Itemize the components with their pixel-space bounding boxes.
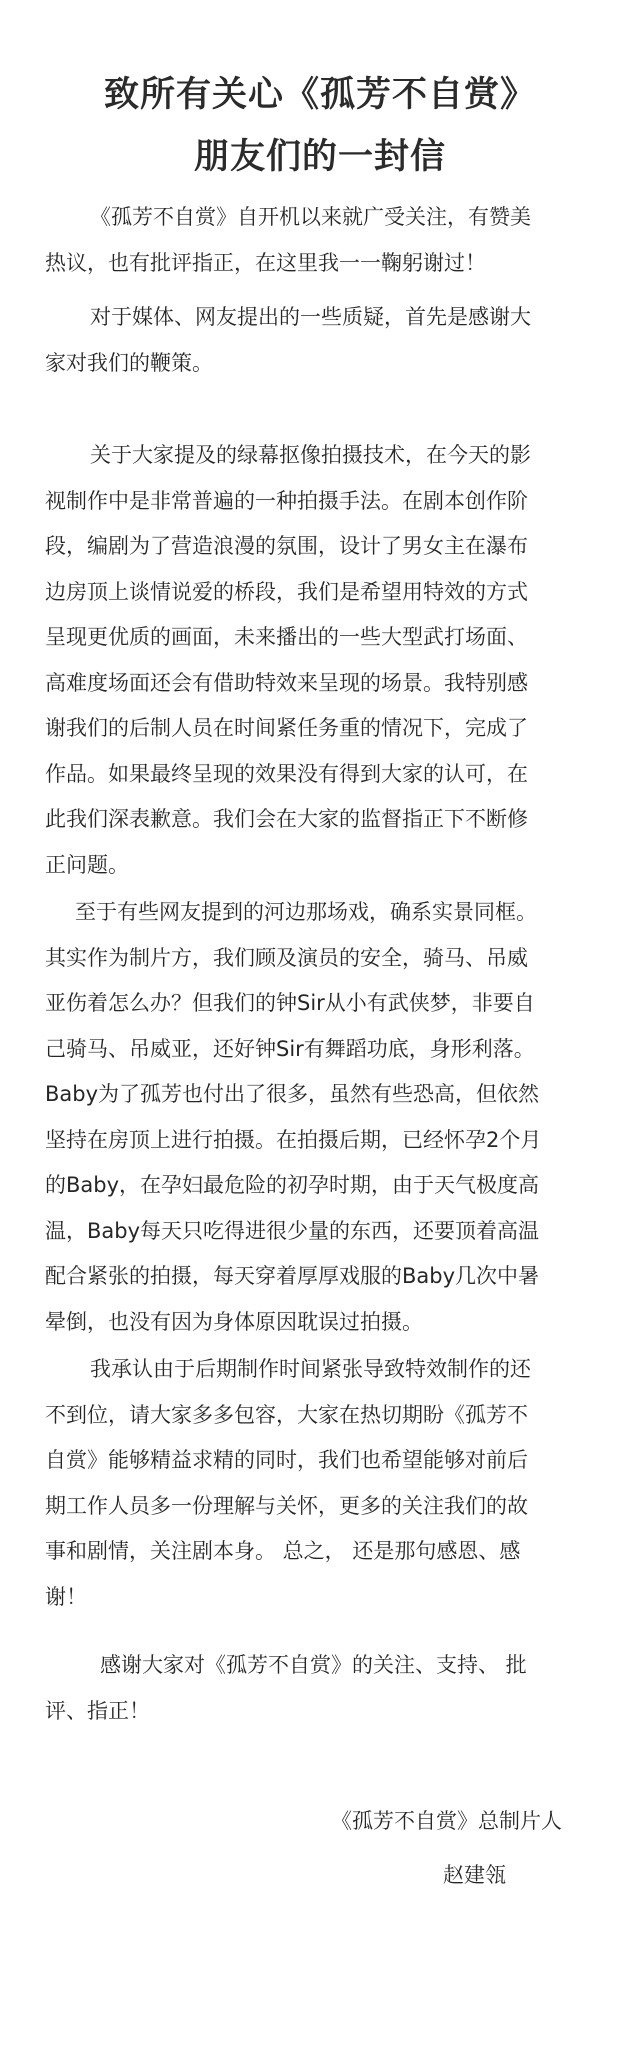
paragraph-line: 温，Baby每天只吃得进很少量的东西，还要顶着高温	[45, 1218, 540, 1243]
paragraph-line: 事和剧情，关注剧本身。 总之， 还是那句感恩、感	[45, 1539, 521, 1563]
paragraph-line: 段，编剧为了营造浪漫的氛围，设计了男女主在瀑布	[45, 534, 528, 558]
paragraph-line: 其实作为制片方，我们顾及演员的安全，骑马、吊威	[45, 945, 528, 970]
paragraph-line: 呈现更优质的画面，未来播出的一些大型武打场面、	[45, 625, 528, 649]
paragraph-line: 边房顶上谈情说爱的桥段，我们是希望用特效的方式	[45, 579, 528, 604]
paragraph-line: 的Baby，在孕妇最危险的初孕时期，由于天气极度高	[45, 1173, 540, 1197]
paragraph-line: 对于媒体、网友提出的一些质疑，首先是感谢大	[90, 305, 531, 329]
paragraph-line: 不到位，请大家多多包容，大家在热切期盼《孤芳不	[45, 1402, 528, 1427]
paragraph-line: Baby为了孤芳也付出了很多，虽然有些恐高，但依然	[45, 1082, 540, 1106]
paragraph-line: 评、指正！	[45, 1698, 150, 1723]
paragraph-3	[45, 433, 605, 888]
paragraph-line: 此我们深表歉意。我们会在大家的监督指正下不断修	[45, 807, 528, 831]
paragraph-1	[45, 195, 605, 286]
paragraph-line: 视制作中是非常普遍的一种拍摄手法。在剧本创作阶	[45, 488, 528, 513]
paragraph-line: 谢我们的后制人员在时间紧任务重的情况下，完成了	[45, 716, 528, 740]
paragraph-line: 《孤芳不自赏》自开机以来就广受关注，有赞美	[90, 205, 531, 229]
signature-org: 《孤芳不自赏》总制片人	[331, 1809, 562, 1833]
paragraph-line: 期工作人员多一份理解与关怀，更多的关注我们的故	[45, 1493, 528, 1518]
paragraph-6	[45, 1643, 605, 1734]
letter-title-line-2: 朋友们的一封信	[193, 137, 446, 177]
paragraph-line: 坚持在房顶上进行拍摄。在拍摄后期，已经怀孕2个月	[45, 1127, 542, 1152]
paragraph-line: 至于有些网友提到的河边那场戏，确系实景同框。	[75, 900, 537, 924]
paragraph-line: 感谢大家对《孤芳不自赏》的关注、支持、 批	[100, 1653, 527, 1677]
paragraph-line: 自赏》能够精益求精的同时，我们也希望能够对前后	[45, 1448, 528, 1472]
paragraph-line: 关于大家提及的绿幕抠像拍摄技术，在今天的影	[90, 443, 531, 467]
paragraph-line: 配合紧张的拍摄，每天穿着厚厚戏服的Baby几次中暑	[45, 1264, 540, 1288]
signature-name: 赵建瓴	[443, 1863, 506, 1887]
paragraph-line: 谢！	[45, 1584, 87, 1609]
paragraph-line: 家对我们的鞭策。	[45, 350, 213, 375]
paragraph-line: 我承认由于后期制作时间紧张导致特效制作的还	[90, 1357, 531, 1381]
paragraph-2	[45, 295, 605, 386]
paragraph-line: 热议，也有批评指正，在这里我一一鞠躬谢过！	[45, 250, 486, 275]
paragraph-line: 正问题。	[45, 852, 129, 877]
paragraph-5	[45, 1347, 605, 1620]
paragraph-line: 高难度场面还会有借助特效来呈现的场景。我特别感	[45, 670, 528, 695]
paragraph-line: 晕倒，也没有因为身体原因耽误过拍摄。	[45, 1309, 423, 1334]
paragraph-4	[45, 890, 605, 1345]
paragraph-line: 作品。如果最终呈现的效果没有得到大家的认可，在	[45, 761, 528, 786]
letter-title-line-1: 致所有关心《孤芳不自赏》	[103, 75, 536, 115]
paragraph-line: 己骑马、吊威亚，还好钟Sir有舞蹈功底，身形利落。	[45, 1036, 535, 1061]
paragraph-line: 亚伤着怎么办？但我们的钟Sir从小有武侠梦，非要自	[45, 991, 535, 1015]
